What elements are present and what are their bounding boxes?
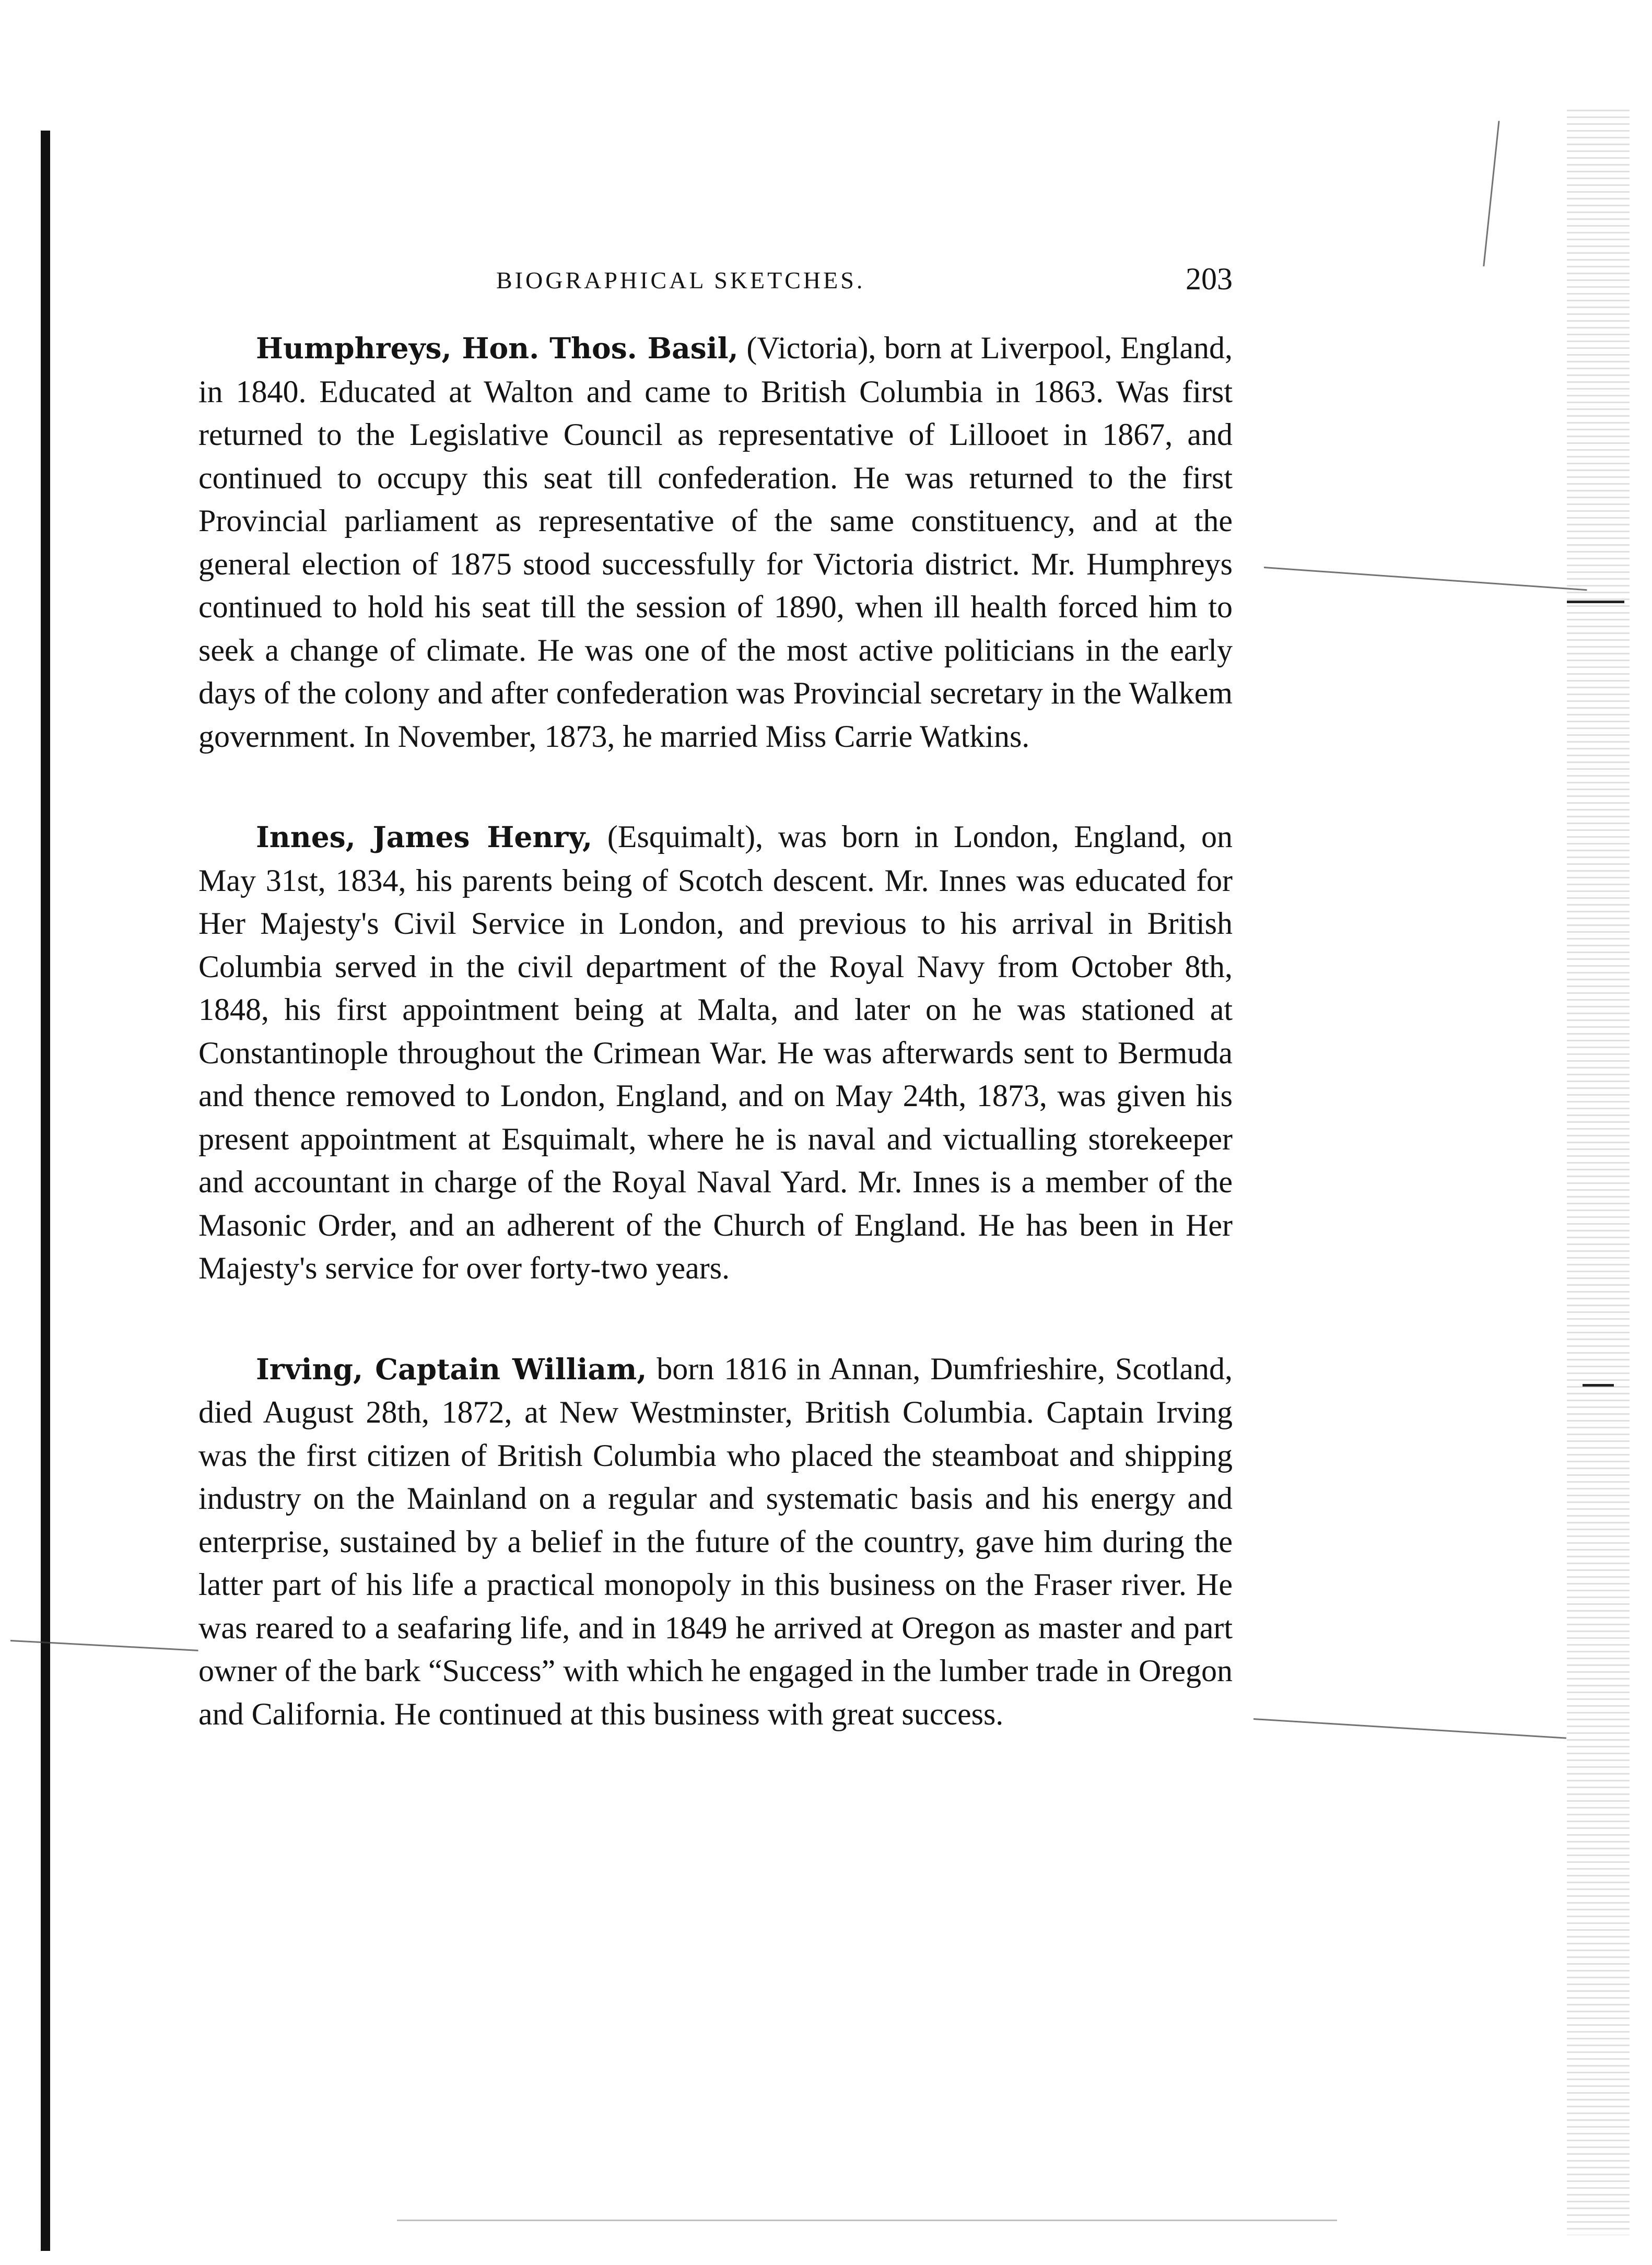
entry-humphreys xyxy=(198,326,1233,758)
scan-stray-line xyxy=(1253,1718,1566,1739)
entry-name: Irving, Captain William, xyxy=(256,1352,647,1386)
entry-text: born 1816 in Annan, Dumfrieshire, Scotland, died August 28th, 1872, at New Westminster, British Columbia. Captain Irving was the first citizen of British Columbia who placed the steamboat and shipping industry on the Mainland on a regular and systematic basis and his energy and enterprise, sustained by a belief in the future of the country, gave him during the latter part of his life a practical monopoly in this business on the Fraser river. He was reared to a seafaring life, and in 1849 he arrived at Oregon as master and part owner of the bark “Success” with which he engaged in the lumber trade in Oregon and California. He continued at this business with great success. xyxy=(198,1351,1233,1731)
entry-innes xyxy=(198,815,1233,1290)
scan-stray-line xyxy=(1483,121,1499,266)
page-body xyxy=(198,326,1233,1793)
entry-name: Humphreys, Hon. Thos. Basil, xyxy=(256,331,739,365)
scan-page-edge xyxy=(1567,104,1630,2235)
scan-stray-line xyxy=(10,1640,198,1651)
entry-name: Innes, James Henry, xyxy=(256,820,593,854)
entry-irving xyxy=(198,1347,1233,1736)
page-header xyxy=(198,261,1233,303)
page-number: 203 xyxy=(1186,262,1233,296)
scan-edge-mark xyxy=(1583,1384,1614,1387)
scan-stray-line xyxy=(397,2220,1337,2221)
scan-stray-line xyxy=(1264,567,1587,591)
scan-binding-edge xyxy=(41,131,50,2251)
entry-text: (Esquimalt), was born in London, England, on May 31st, 1834, his parents being of Scotch descent. Mr. Innes was educated for Her Majesty's Civil Service in London, and previous to his arrival in British Columbia served in the civil department of the Royal Navy from October 8th, 1848, his first appointment being at Malta, and later on he was stationed at Constantinople throughout the Crimean War. He was afterwards sent to Bermuda and thence removed to London, England, and on May 24th, 1873, was given his present appointment at Esquimalt, where he is naval and victualling storekeeper and accountant in charge of the Royal Naval Yard. Mr. Innes is a member of the Masonic Order, and an adherent of the Church of England. He has been in Her Majesty's service for over forty-two years. xyxy=(198,819,1233,1285)
running-head: BIOGRAPHICAL SKETCHES. xyxy=(496,267,865,294)
scan-edge-mark xyxy=(1567,601,1624,603)
entry-text: (Victoria), born at Liverpool, England, in 1840. Educated at Walton and came to British Columbia in 1863. Was first returned to the Legislative Council as representative of Lillooet in 1867, and continued to occupy this seat till confederation. He was returned to the first Provincial parliament as representative of the same constituency, and at the general election of 1875 stood successfully for Victoria district. Mr. Humphreys continued to hold his seat till the session of 1890, when ill health forced him to seek a change of climate. He was one of the most active politicians in the early days of the colony and after confederation was Provincial secretary in the Walkem government. In November, 1873, he married Miss Carrie Watkins. xyxy=(198,331,1233,754)
